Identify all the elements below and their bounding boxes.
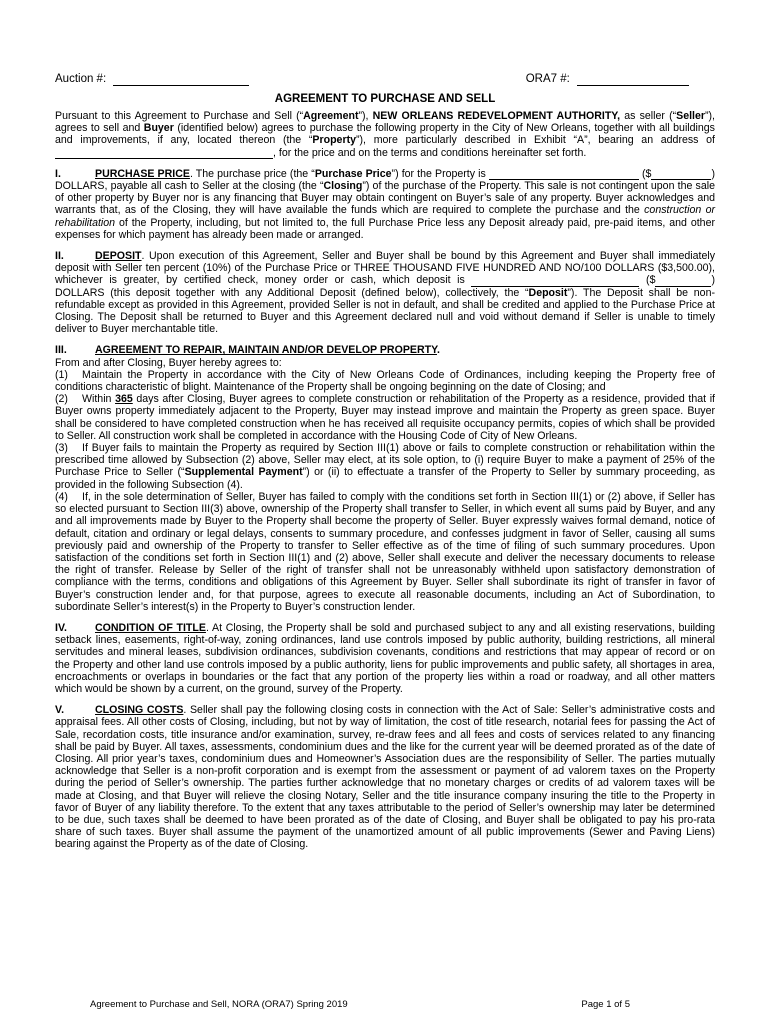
address-blank[interactable] <box>55 147 273 159</box>
purchase-price-amount-blank[interactable] <box>651 168 711 180</box>
page-footer <box>90 999 630 1010</box>
document-title: AGREEMENT TO PURCHASE AND SELL <box>274 93 496 105</box>
ora-blank[interactable] <box>577 74 689 86</box>
auction-field <box>55 72 249 86</box>
footer-document-name: Agreement to Purchase and Sell, NORA (ORA7) Spring 2019 <box>90 999 348 1010</box>
deposit-words-blank[interactable] <box>471 275 639 287</box>
section-closing-costs: V. CLOSING COSTS. Seller shall pay the following closing costs in connection with the Act of Sale: Seller’s administrative costs and appraisal fees. All other costs of Closing, including, but not by way of limitation, the cost of title research, notarial fees for passing the Act of Sale, recordation costs, title insurance and/or examination, survey, re-draw fees and all fees and costs of services related to any financing shall be paid by Buyer. All taxes, assessments, condominium dues and the like for the current year will be deemed prorated as of the date of Closing. All prior year’s taxes, condominium dues and Homeowner’s Association dues are the responsibility of Seller. The parties mutually acknowledge that Seller is a non-profit corporation and is exempt from the assessment or payment of ad valorem taxes on the Property during the period of Seller’s ownership. The parties further acknowledge that no monetary charges or credits of ad valorem taxes will be made at Closing, and that Buyer will relieve the closing Notary, Seller and the title insurance company insuring the title to the Property in favor of Buyer of any liability therefore. To the extent that any taxes attributable to the period of Seller’s ownership may later be determined to be due, such taxes shall be deemed to have been prorated as of the date of Closing, and Buyer shall be obligated to pay his pro-rata share of such taxes. Buyer shall assume the payment of the unamortized amount of all public improvements (Sewer and Paving Liens) bearing against the Property as of the date of Closing. <box>55 704 715 851</box>
repair-item-1: (1) Maintain the Property in accordance with the City of New Orleans Code of Ordinances, including keeping the Property free of conditions characteristic of blight. Maintenance of the Property shall be ongoing beginning on the date of Closing; and <box>55 368 715 394</box>
closing-costs-heading: CLOSING COSTS <box>95 704 184 717</box>
deposit-heading: DEPOSIT <box>95 250 142 263</box>
repair-item-4: (4) If, in the sole determination of Seller, Buyer has failed to comply with the conditions set forth in Section III(1) or (2) above, if Seller has so elected pursuant to Section III(3) above, ownership of the Property shall transfer to Seller, in which event all sums paid by Buyer, and any and all improvements made by Buyer to the Property shall become the property of Seller. Buyer expressly waives formal demand, notice of default, citation and ordinary or legal delays, consents to summary procedure, and confesses judgment in favor of Seller, causing all sums previously paid and ownership of the Property to transfer to Seller effective as of the time of filing of such summary procedures. Upon satisfaction of the conditions set forth in Section III(1) and (2) above, Seller shall execute and deliver the necessary documents to release the right of transfer. Release by Seller of the right of transfer shall not be unreasonably withheld upon satisfactory demonstration of compliance with the terms, conditions and obligations of this Agreement by Buyer. Seller shall subordinate its right of transfer in favor of Buyer’s construction lender and, for that purpose, agrees to execute all reasonable documents, including an Act of Subordination, to subordinate Seller’s interest(s) in the Property to Buyer’s construction lender. <box>55 490 715 613</box>
auction-blank[interactable] <box>113 74 249 86</box>
repair-item-2: (2) Within 365 days after Closing, Buyer agrees to complete construction or rehabilitation of the Property as a residence, provided that if Buyer owns property immediately adjacent to the Property, Buyer may instead improve and maintain the Property as green space. Buyer shall be considered to have completed construction when he has received all requisite occupancy permits, copies of which shall be provided to Seller. All construction work shall be completed in accordance with the Housing Code of City of New Orleans. <box>55 393 715 442</box>
repair-heading: AGREEMENT TO REPAIR, MAINTAIN AND/OR DEVELOP PROPERTY <box>95 344 437 357</box>
section-purchase-price: I. PURCHASE PRICE. The purchase price (the “Purchase Price”) for the Property is ($ ) DOLLARS, payable all cash to Seller at the closing (the “Closing”) of the purchase of the Property. This sale is not contingent upon the sale of other property by Buyer nor is any financing that Buyer may obtain contingent on Buyer’s sale of any property. Buyer acknowledges and warrants that, as of the Closing, they will have available the funds which are required to complete the purchase and the construction or rehabilitation of the Property, including, but not limited to, the full Purchase Price less any Deposit already paid, pre-paid items, and other expenses for which payment has already been made or arranged. <box>55 167 715 241</box>
section-deposit: II. DEPOSIT. Upon execution of this Agreement, Seller and Buyer shall be bound by this Agreement and Buyer shall immediately deposit with Seller ten percent (10%) of the Purchase Price or THREE THOUSAND FIVE HUNDRED AND NO/100 DOLLARS ($3,500.00), whichever is greater, by certified check, money order or cash, which deposit is ($ ) DOLLARS (this deposit together with any Additional Deposit (defined below), collectively, the “Deposit”). The Deposit shall be non-refundable except as provided in this Agreement, provided Seller is not in default, and shall be credited and applied to the Purchase Price at Closing. The Deposit shall be returned to Buyer and this Agreement declared null and void without demand if Seller is unable to timely deliver to Buyer merchantable title. <box>55 250 715 336</box>
deposit-amount-blank[interactable] <box>655 275 711 287</box>
repair-item-3: (3) If Buyer fails to maintain the Property as required by Section III(1) above or fails to complete construction or rehabilitation within the prescribed time allowed by Subsection (2) above, Seller may elect, at its sole option, to (i) require Buyer to make a payment of 25% of the Purchase Price to Seller (“Supplemental Payment”) or (ii) to effectuate a transfer of the Property to Seller by summary proceeding, as provided in the following Subsection (4). <box>55 442 715 491</box>
repair-lead: From and after Closing, Buyer hereby agrees to: <box>55 356 282 369</box>
section-condition-of-title: IV. CONDITION OF TITLE. At Closing, the Property shall be sold and purchased subject to any and all existing reservations, building setback lines, easements, right-of-way, zoning ordinances, land use controls imposed by public authority, building restrictions, all mineral servitudes and mineral leases, subdivision ordinances, subdivision covenants, conditions and restrictions that may appear of record or on the Property and other land use controls imposed by a public authority, liens for public improvements and public safety, all shortages in area, encroachments or overlaps in boundaries or the fact that any portion of the property lies within a road or roadway, and all other matters which would be shown by a current, on the ground, survey of the Property. <box>55 621 715 695</box>
ora-label: ORA7 #: <box>525 73 570 85</box>
section-repair-maintain: III. AGREEMENT TO REPAIR, MAINTAIN AND/OR DEVELOP PROPERTY. <box>55 344 440 357</box>
ora-field <box>526 72 689 86</box>
intro-paragraph: Pursuant to this Agreement to Purchase and Sell (“Agreement”), NEW ORLEANS REDEVELOPMENT AUTHORITY, as seller (“Seller”), agrees to sell and Buyer (identified below) agrees to purchase the following property in the City of New Orleans, together with all buildings and improvements, if any, located thereon (the “Property”), more particularly described in Exhibit “A”, bearing an address of , for the price and on the terms and conditions hereinafter set forth. <box>55 110 715 159</box>
purchase-price-blank[interactable] <box>489 168 639 180</box>
purchase-price-heading: PURCHASE PRICE <box>95 167 190 180</box>
footer-page-number: Page 1 of 5 <box>581 999 630 1010</box>
auction-label: Auction #: <box>55 73 107 85</box>
title-heading: CONDITION OF TITLE <box>95 621 206 634</box>
header-line <box>55 72 715 86</box>
